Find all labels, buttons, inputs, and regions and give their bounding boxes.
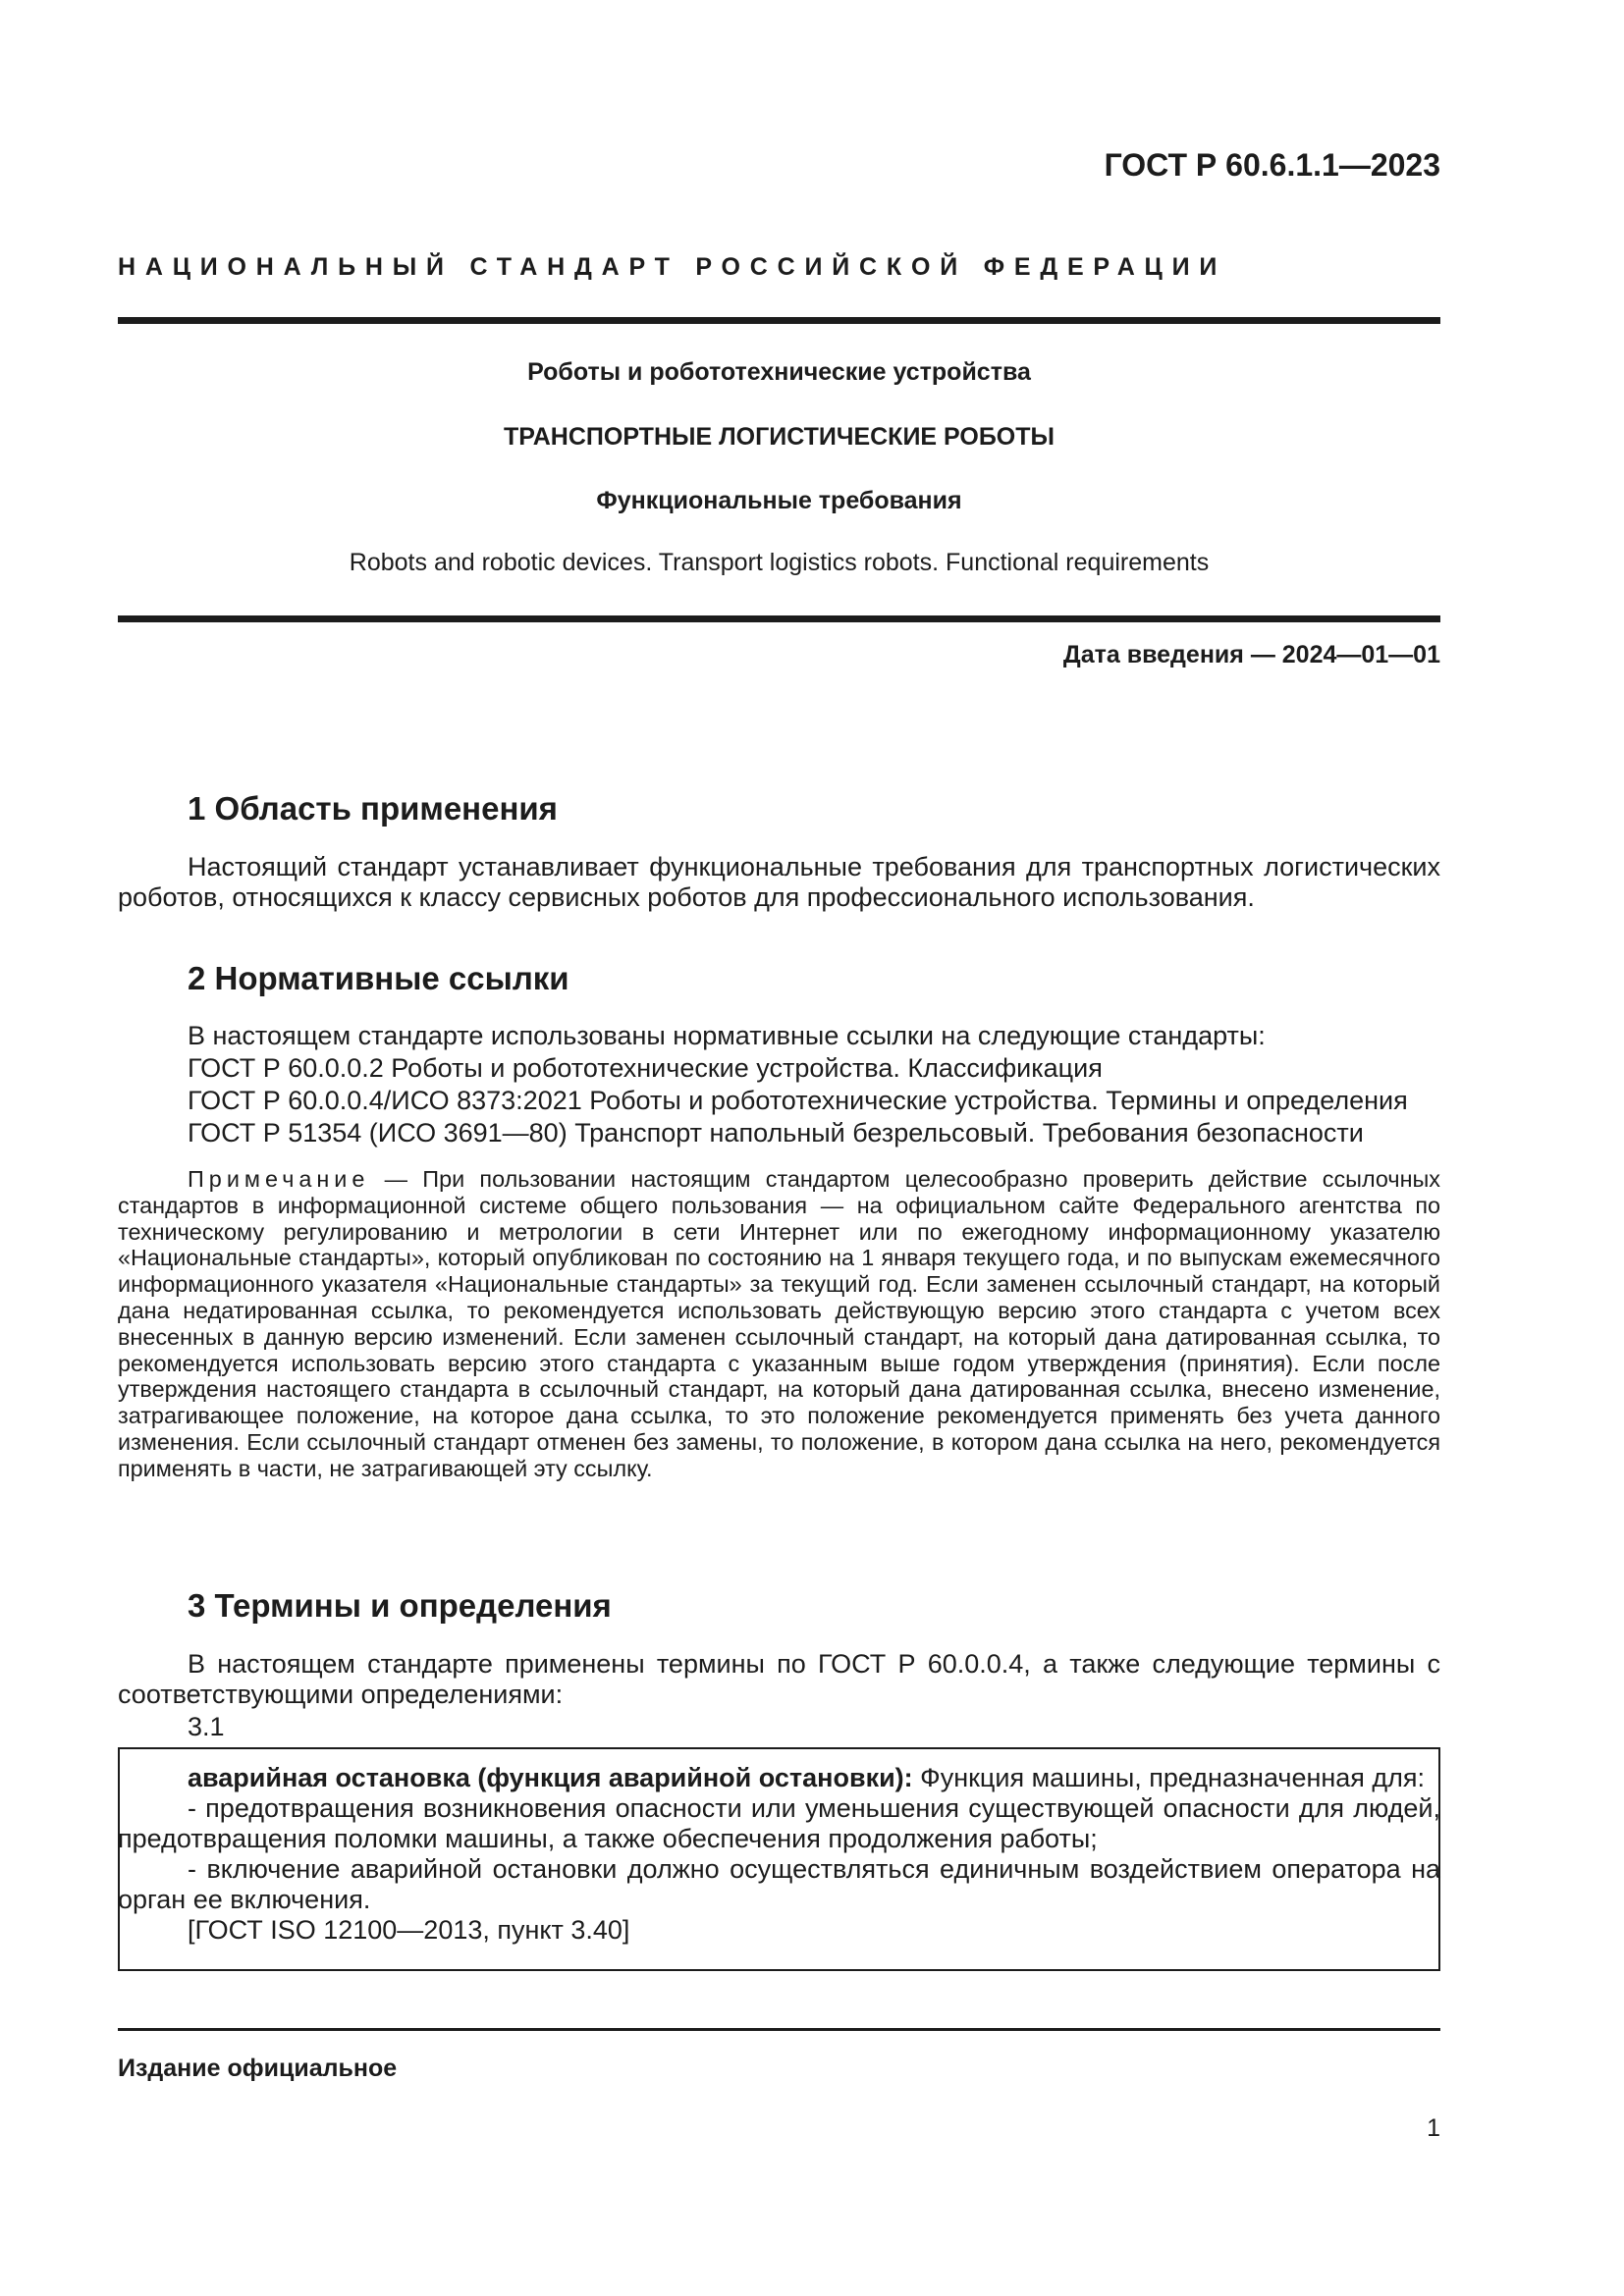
section-1-text: Настоящий стандарт устанавливает функциональные требования для транспортных логистических роботов, относящихся к классу сервисных роботов для профессионального использования. (118, 852, 1440, 912)
title-subtitle: Функциональные требования (596, 487, 962, 514)
term-number: 3.1 (188, 1712, 225, 1741)
section-1-heading: 1 Область применения (188, 790, 558, 827)
references-intro: В настоящем стандарте использованы нормативные ссылки на следующие стандарты: (188, 1021, 1266, 1050)
definition-source: [ГОСТ ISO 12100—2013, пункт 3.40] (188, 1915, 630, 1945)
title-rule (118, 615, 1440, 622)
title-english: Robots and robotic devices. Transport logistics robots. Functional requirements (349, 549, 1210, 576)
reference-item: ГОСТ Р 51354 (ИСО 3691—80) Транспорт напольный безрельсовый. Требования безопасности (188, 1118, 1364, 1148)
definition-box (118, 1747, 1440, 1971)
reference-note (118, 1166, 1440, 1482)
definition-item: - включение аварийной остановки должно осуществляться единичным воздействием оператора на орган ее включения. (118, 1854, 1440, 1914)
header-rule (118, 317, 1440, 324)
standard-type-header: НАЦИОНАЛЬНЫЙ СТАНДАРТ РОССИЙСКОЙ ФЕДЕРАЦИИ (118, 253, 1227, 281)
definition-item: - предотвращения возникновения опасности или уменьшения существующей опасности для людей, предотвращения поломки машины, а также обеспечения продолжения работы; (118, 1793, 1440, 1853)
term: аварийная остановка (функция аварийной остановки): (188, 1763, 913, 1792)
section-3-text: В настоящем стандарте применены термины по ГОСТ Р 60.0.0.4, а также следующие термины с соответствующими определениями: (118, 1649, 1440, 1709)
term-line (118, 1763, 1440, 1793)
page-number: 1 (1427, 2114, 1440, 2142)
reference-item: ГОСТ Р 60.0.0.2 Роботы и робототехнические устройства. Классификация (188, 1053, 1103, 1083)
introduction-date: Дата введения — 2024—01—01 (1062, 641, 1440, 668)
section-3-heading: 3 Термины и определения (188, 1587, 612, 1624)
title-series: Роботы и робототехнические устройства (527, 358, 1031, 386)
section-2-heading: 2 Нормативные ссылки (188, 960, 569, 996)
note-text: — При пользовании настоящим стандартом целесообразно проверить действие ссылочных стандартов в информационной системе общего пользования — на официальном сайте Федерального агентства по техническому регулированию и метрологии в сети Интернет или по ежегодному информационному указателю «Национальные стандарты», который опубликован по состоянию на 1 января текущего года, и по выпускам ежемесячного информационного указателя «Национальные стандарты» за текущий год. Если заменен ссылочный стандарт, на который дана недатированная ссылка, то рекомендуется использовать действующую версию этого стандарта с учетом всех внесенных в данную версию изменений. Если заменен ссылочный стандарт, на который дана датированная ссылка, то рекомендуется использовать версию этого стандарта с указанным выше годом утверждения (принятия). Если после утверждения настоящего стандарта в ссылочный стандарт, на который дана датированная ссылка, внесено изменение, затрагивающее положение, на которое дана ссылка, то это положение рекомендуется применять без учета данного изменения. Если ссылочный стандарт отменен без замены, то положение, в котором дана ссылка на него, рекомендуется применять в части, не затрагивающей эту ссылку. (118, 1166, 1440, 1481)
document-number: ГОСТ Р 60.6.1.1—2023 (1104, 147, 1440, 183)
note-label: Примечание (188, 1166, 370, 1192)
title-main: ТРАНСПОРТНЫЕ ЛОГИСТИЧЕСКИЕ РОБОТЫ (504, 423, 1055, 451)
footer-rule (118, 2028, 1440, 2031)
term-definition: Функция машины, предназначенная для: (912, 1763, 1426, 1792)
edition-label: Издание официальное (118, 2055, 398, 2082)
reference-item: ГОСТ Р 60.0.0.4/ИСО 8373:2021 Роботы и робототехнические устройства. Термины и определения (188, 1086, 1408, 1115)
